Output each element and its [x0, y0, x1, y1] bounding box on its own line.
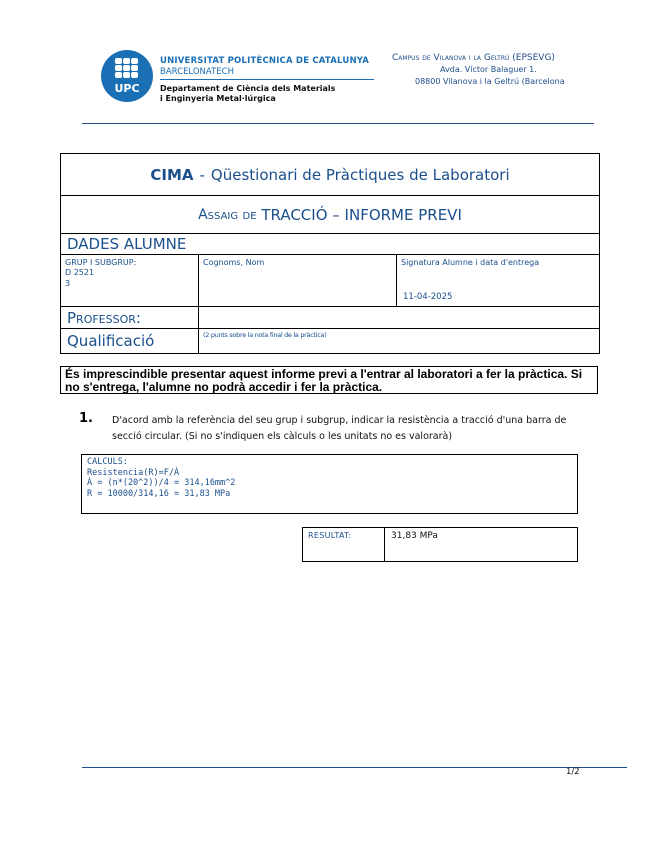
student-info-row: [61, 255, 599, 307]
result-box: [302, 527, 578, 562]
qualificacio-note: (2 punts sobre la nota final de la pràctica): [203, 331, 327, 339]
calculs-heading: CALCULS:: [87, 457, 128, 467]
grup-value-1: D 2521: [65, 268, 95, 277]
title-dash: -: [199, 165, 205, 184]
professor-label: Professor:: [61, 307, 199, 328]
calculs-box[interactable]: [81, 454, 578, 514]
header-divider: [82, 123, 594, 124]
assaig-title: TRACCIÓ – INFORME PREVI: [261, 205, 462, 224]
delivery-date: 11-04-2025: [403, 292, 453, 302]
result-label: RESULTAT:: [303, 528, 385, 561]
address-line-1: Avda. Víctor Balaguer 1.: [440, 65, 537, 74]
professor-row: [61, 307, 599, 329]
department-line-1: Departament de Ciència dels Materials: [160, 84, 336, 93]
university-name: UNIVERSITAT POLITÈCNICA DE CATALUNYA: [160, 56, 370, 66]
qualificacio-label: Qualificació: [61, 329, 199, 353]
campus-name: Campus de Vilanova i la Geltrú (EPSEVG): [392, 53, 555, 63]
calculs-area: À = (n*(20^2))/4 = 314,16mm^2: [87, 478, 236, 488]
question-text: D'acord amb la referència del seu grup i subgrup, indicar la resistència a tracció d'una barra de secció circular. (Si no s'indiquen els càlculs o les unitats no es valorarà): [112, 415, 567, 442]
title-text: Qüestionari de Pràctiques de Laboratori: [210, 165, 510, 184]
title-cima: CIMA: [150, 165, 194, 184]
address-line-2: 08800 Vilanova i la Geltrú (Barcelona: [415, 77, 565, 86]
qualificacio-row: [61, 329, 599, 353]
logo-text: UPC: [114, 82, 140, 95]
cognoms-label: Cognoms, Nom: [203, 258, 265, 267]
warning-box: És imprescindible presentar aquest informe previ a l'entrar al laboratori a fer la pràctica. Si no s'entrega, l'alumne no podrà accedir i fer la pràctica.: [60, 366, 598, 394]
form-title-row: [61, 154, 599, 196]
footer-divider: [82, 767, 627, 768]
upc-logo: [101, 50, 153, 102]
department-line-2: i Enginyeria Metal·lúrgica: [160, 94, 276, 103]
grup-cell[interactable]: [61, 255, 199, 306]
university-divider: [160, 79, 374, 80]
university-subtitle: BARCELONATECH: [160, 67, 234, 77]
form-table: [60, 153, 600, 354]
grup-value-2: 3: [65, 279, 71, 288]
question-number: 1.: [79, 411, 93, 426]
result-value[interactable]: 31,83 MPa: [391, 531, 438, 541]
calculs-result: R = 10000/314,16 = 31,83 MPa: [87, 488, 231, 499]
dades-alumne-heading: DADES ALUMNE: [61, 234, 599, 255]
assaig-row: [61, 196, 599, 234]
grup-label: GRUP I SUBGRUP:: [65, 258, 137, 267]
calculs-formula: Resistencia(R)=F/À: [87, 467, 180, 478]
page-number: 1/2: [566, 767, 580, 777]
logo-grid-icon: [115, 58, 139, 78]
assaig-prefix: Assaig de: [198, 206, 257, 223]
signatura-label: Signatura Alumne i data d'entrega: [401, 258, 540, 267]
signatura-cell[interactable]: [397, 255, 599, 306]
cognoms-cell[interactable]: [199, 255, 397, 306]
